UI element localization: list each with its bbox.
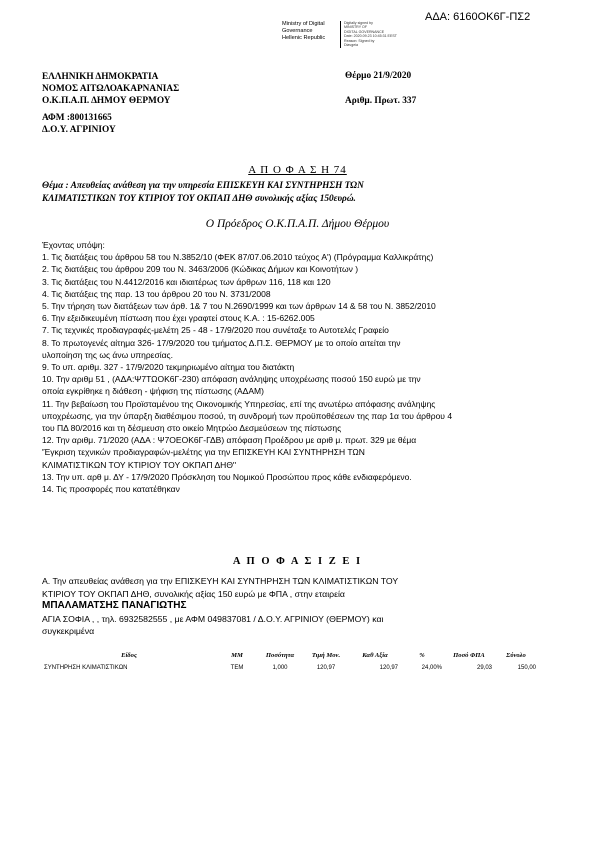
table-header-row bbox=[42, 647, 538, 663]
consideration-item: 13. Την υπ. αρθ μ. ΔΥ - 17/9/2020 Πρόσκληση του Νομικού Προσώπου προς κάθε ενδιαφερόμενο. bbox=[42, 471, 412, 482]
considerations-list bbox=[42, 239, 562, 495]
consideration-item: 9. Το υπ. αριθμ. 327 - 17/9/2020 τεκμηριωμένο αίτημα του διατάκτη bbox=[42, 362, 295, 373]
subject-line: Θέμα : Απευθείας ανάθεση για την υπηρεσία ΕΠΙΣΚΕΥΗ ΚΑΙ ΣΥΝΤΗΡΗΣΗ ΤΩΝ bbox=[42, 181, 364, 191]
signature-divider bbox=[340, 21, 341, 48]
consideration-item: 5. Την τήρηση των διατάξεων των άρθ. 1& 7 του Ν.2690/1999 και των άρθρων 14 & 58 του Ν. 3852/2010 bbox=[42, 301, 436, 312]
consideration-item: του ΠΔ 80/2016 και τη δέσμευση στο οικείο Μητρώο Δεσμεύσεων της πίστωσης bbox=[42, 423, 342, 434]
contractor-name: ΜΠΑΛΑΜΑΤΣΗΣ ΠΑΝΑΓΙΩΤΗΣ bbox=[42, 600, 187, 611]
header-line: Ο.Κ.Π.Α.Π. ΔΗΜΟΥ ΘΕΡΜΟΥ bbox=[42, 96, 171, 106]
col-header-vat-rate: % bbox=[419, 651, 425, 659]
col-header-item: Είδος bbox=[121, 651, 137, 659]
consideration-item: 6. Την εξειδικευμένη πίστωση που έχει γραφτεί στους Κ.Α. : 15-6262.005 bbox=[42, 313, 315, 324]
tax-info bbox=[42, 112, 116, 136]
consideration-item: 2. Τις διατάξεις του άρθρου 209 του Ν. 3463/2006 (Κώδικας Δήμων και Κοινοτήτων ) bbox=[42, 264, 359, 275]
items-table bbox=[42, 647, 538, 673]
subject-line: ΚΛΙΜΑΤΙΣΤΙΚΩΝ ΤΟΥ ΚΤΙΡΙΟΥ ΤΟΥ ΟΚΠΑΠ ΔΗΘ συνολικής αξίας 150ευρώ. bbox=[42, 194, 356, 204]
col-header-unit-price: Τιμή Μον. bbox=[311, 651, 341, 659]
issuer-header bbox=[42, 71, 179, 107]
consideration-item: Έχοντας υπόψη: bbox=[42, 240, 105, 250]
decision-title: Α Π Ο Φ Α Σ Η 74 bbox=[248, 164, 347, 176]
consideration-item: ΚΛΙΜΑΤΙΣΤΙΚΩΝ ΤΟΥ ΚΤΙΡΙΟΥ ΤΟΥ ΟΚΠΑΠ ΔΗΘ'' bbox=[42, 459, 237, 470]
ada-code: ΑΔΑ: 6160ΟΚ6Γ-ΠΣ2 bbox=[425, 11, 531, 23]
protocol-number: Αριθμ. Πρωτ. 337 bbox=[345, 96, 417, 106]
consideration-item: 8. Το πρωτογενές αίτημα 326- 17/9/2020 του τμήματος Δ.Π.Σ. ΘΕΡΜΟΥ με το οποίο αιτείται την bbox=[42, 337, 401, 348]
consideration-item: 14. Τις προσφορές που κατατέθηκαν bbox=[42, 484, 180, 495]
cell-item: ΣΥΝΤΗΡΗΣΗ ΚΛΙΜΑΤΙΣΤΙΚΩΝ bbox=[44, 665, 128, 671]
consideration-item: 7. Τις τεχνικές προδιαγραφές-μελέτη 25 - 48 - 17/9/2020 που συνέταξε το Αυτοτελές Γραφείο bbox=[42, 325, 389, 336]
cell-vat-amount: 29,03 bbox=[476, 665, 492, 671]
cell-total: 150,00 bbox=[517, 665, 536, 671]
header-line: ΝΟΜΟΣ ΑΙΤΩΛΟΑΚΑΡΝΑΝΙΑΣ bbox=[42, 84, 180, 94]
consideration-item: 12. Την αριθμ. 71/2020 (ΑΔΑ : Ψ7ΟΕΟΚ6Γ-ΓΔΒ) απόφαση Προέδρου με αριθ μ. πρωτ. 329 με θέμα bbox=[42, 435, 417, 446]
decision-line: ΚΤΙΡΙΟΥ ΤΟΥ ΟΚΠΑΠ ΔΗΘ, συνολικής αξίας 150 ευρώ με ΦΠΑ , στην εταιρεία bbox=[42, 588, 345, 599]
col-header-unit: ΜΜ bbox=[231, 651, 243, 659]
consideration-item: υλοποίηση της ως άνω υπηρεσίας. bbox=[42, 349, 173, 360]
contractor-details: ΑΓΙΑ ΣΟΦΙΑ , , τηλ. 6932582555 , με ΑΦΜ 049837081 / Δ.Ο.Υ. ΑΓΡΙΝΙΟΥ (ΘΕΡΜΟΥ) και bbox=[42, 613, 384, 624]
consideration-item: 10. Την αριθμ 51 , (ΑΔΑ:Ψ7ΤΩΟΚ6Γ-230) απόφαση ανάληψης υποχρέωσης ποσού 150 ευρώ με την bbox=[42, 374, 421, 385]
president-heading: Ο Πρόεδρος Ο.Κ.Π.Α.Π. Δήμου Θέρμου bbox=[205, 218, 390, 230]
header-line: ΕΛΛΗΝΙΚΗ ΔΗΜΟΚΡΑΤΙΑ bbox=[42, 72, 159, 82]
consideration-item: 1. Τις διατάξεις του άρθρου 58 του Ν.3852/10 (ΦΕΚ 87/07.06.2010 τεύχος Α') (Πρόγραμμα Καλλικράτης) bbox=[42, 252, 434, 263]
col-header-vat-amount: Ποσό ΦΠΑ bbox=[453, 651, 485, 659]
consideration-item: υποχρέωσης, για την ύπαρξη διαθέσιμου ποσού, τη συνδρομή των προϋποθέσεων της παρ 1α του άρθρου 4 bbox=[42, 410, 453, 421]
decision-line: συγκεκριμένα bbox=[42, 626, 95, 636]
consideration-item: 3. Τις διατάξεις του Ν.4412/2016 και ιδιαιτέρως των άρθρων 116, 118 και 120 bbox=[42, 276, 331, 287]
col-header-total: Σύνολο bbox=[506, 651, 526, 659]
document-date: Θέρμο 21/9/2020 bbox=[345, 71, 412, 81]
consideration-item: 'Έγκριση τεχνικών προδιαγραφών-μελέτης για την ΕΠΙΣΚΕΥΗ ΚΑΙ ΣΥΝΤΗΡΗΣΗ ΤΩΝ bbox=[42, 447, 365, 458]
cell-unit: TEM bbox=[230, 665, 244, 671]
decides-heading: Α Π Ο Φ Α Σ Ι Ζ Ε Ι bbox=[232, 556, 363, 567]
cell-unit-price: 120,97 bbox=[316, 665, 336, 671]
consideration-item: οποία εγκρίθηκε η διάθεση - ψήφιση της πίστωσης (ΑΔΑΜ) bbox=[42, 386, 264, 397]
afm-number: ΑΦΜ :800131665 bbox=[42, 113, 112, 123]
decision-text bbox=[42, 575, 562, 638]
tax-office: Δ.Ο.Υ. ΑΓΡΙΝΙΟΥ bbox=[42, 125, 116, 135]
subject bbox=[42, 180, 562, 206]
decision-line: Α. Την απευθείας ανάθεση για την ΕΠΙΣΚΕΥΗ ΚΑΙ ΣΥΝΤΗΡΗΣΗ ΤΩΝ ΚΛΙΜΑΤΙΣΤΙΚΩΝ ΤΟΥ bbox=[42, 576, 399, 586]
cell-quantity: 1,000 bbox=[272, 665, 288, 671]
signature-issuer: Ministry of Digital Governance Hellenic Republic bbox=[282, 21, 326, 41]
digital-signature-logo bbox=[282, 21, 422, 48]
col-header-net-value: Καθ Αξία bbox=[362, 651, 388, 659]
signature-details: Digitally signed by MINISTRY OF DIGITAL GOVERNANCE Date: 2020.09.23 10:45:31 EEST Reason: Signed by Diavgeia bbox=[344, 21, 397, 48]
cell-vat-rate: 24,00% bbox=[421, 665, 442, 671]
col-header-quantity: Ποσότητα bbox=[265, 651, 295, 659]
cell-net-value: 120,97 bbox=[379, 665, 398, 671]
consideration-item: 11. Την βεβαίωση του Προϊσταμένου της Οικονομικής Υπηρεσίας, επί της ανωτέρω απόφασης ανάληψης bbox=[42, 398, 436, 409]
table-row bbox=[42, 663, 538, 673]
consideration-item: 4. Τις διατάξεις της παρ. 13 του άρθρου 20 του Ν. 3731/2008 bbox=[42, 288, 271, 299]
